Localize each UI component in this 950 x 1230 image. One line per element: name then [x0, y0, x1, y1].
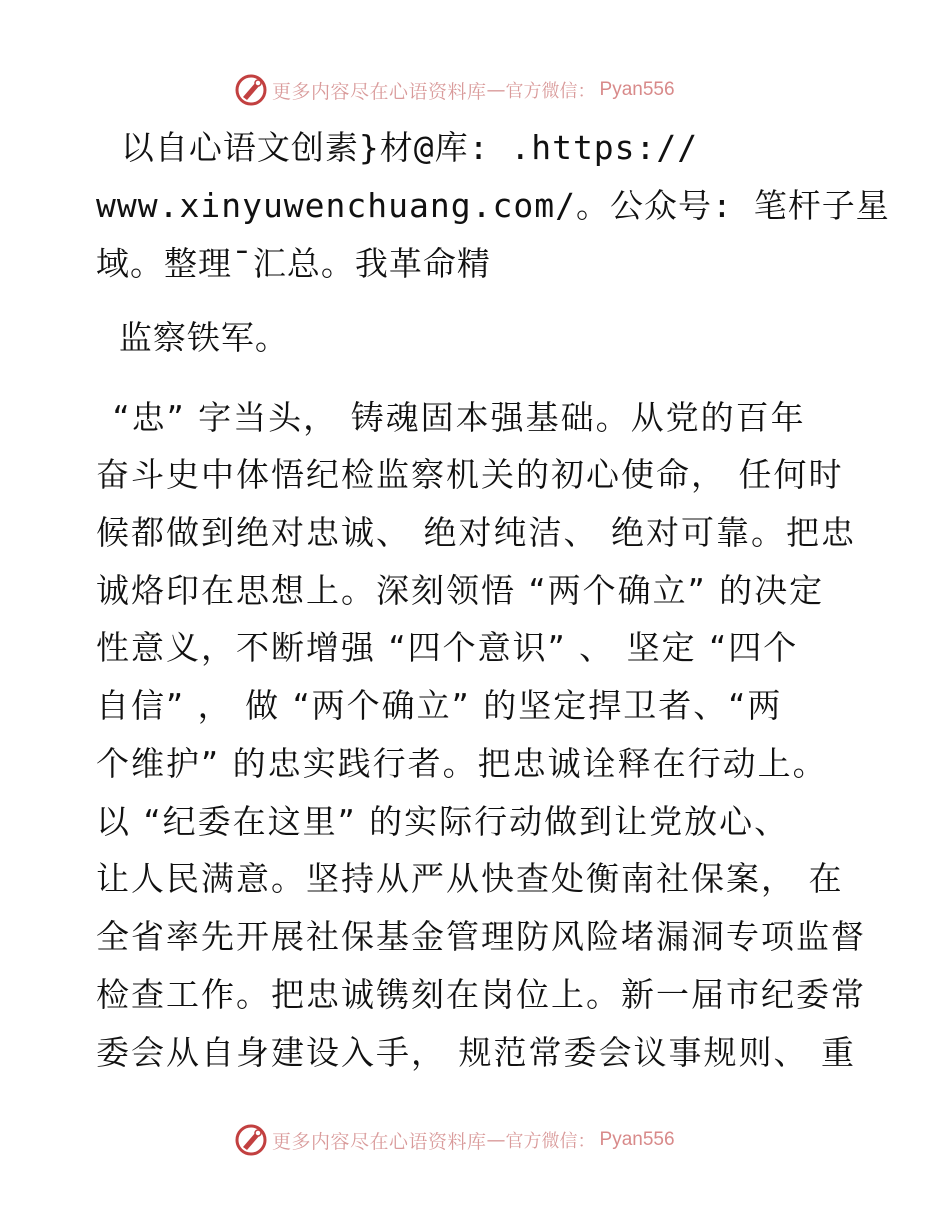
footer-banner: [234, 1122, 714, 1158]
body-line: 自信” ， 做 “两个确立” 的坚定捍卫者、“两: [96, 686, 783, 725]
pen-circle-logo-icon: [234, 73, 268, 107]
body-line: 个维护” 的忠实践行者。把忠诚诠释在行动上。: [96, 744, 828, 783]
banner-title: 更多内容尽在心语资料库: [272, 1130, 487, 1153]
banner-separator: —: [486, 1129, 506, 1151]
banner-wechat-id: Pyan556: [599, 79, 675, 100]
body-line: 以 “纪委在这里” 的实际行动做到让党放心、: [96, 802, 790, 841]
body-line: 候都做到绝对忠诚、 绝对纯洁、 绝对可靠。把忠: [96, 513, 856, 552]
body-line: 让人民满意。坚持从严从快查处衡南社保案， 在: [96, 859, 844, 898]
intro-line: www.xinyuwenchuang.com/。公众号: 笔杆子星: [96, 186, 890, 225]
body-line: 委会从自身建设入手， 规范常委会议事规则、 重: [96, 1033, 856, 1072]
header-banner: [234, 72, 714, 108]
banner-title: 更多内容尽在心语资料库: [272, 80, 487, 103]
banner-separator: —: [486, 79, 506, 101]
body-line: 全省率先开展社保基金管理防风险堵漏洞专项监督: [96, 917, 866, 956]
body-line: “忠” 字当头， 铸魂固本强基础。从党的百年: [100, 398, 806, 437]
banner-wechat-label: 官方微信：: [505, 81, 596, 102]
banner-wechat-label: 官方微信：: [505, 1131, 596, 1152]
body-line: 奋斗史中体悟纪检监察机关的初心使命， 任何时: [96, 455, 844, 494]
body-line: 性意义，不断增强 “四个意识” 、 坚定 “四个: [96, 628, 799, 667]
body-line: 诚烙印在思想上。深刻领悟 “两个确立” 的决定: [96, 571, 825, 610]
body-line: 检查工作。把忠诚镌刻在岗位上。新一届市纪委常: [96, 975, 866, 1014]
intro-line: 监察铁军。: [98, 318, 289, 357]
pen-circle-logo-icon: [234, 1123, 268, 1157]
intro-line: 域。整理¯汇总。我革命精: [96, 244, 491, 283]
intro-line: 以自心语文创素}材@库: .https://: [100, 128, 699, 167]
banner-wechat-id: Pyan556: [599, 1129, 675, 1150]
